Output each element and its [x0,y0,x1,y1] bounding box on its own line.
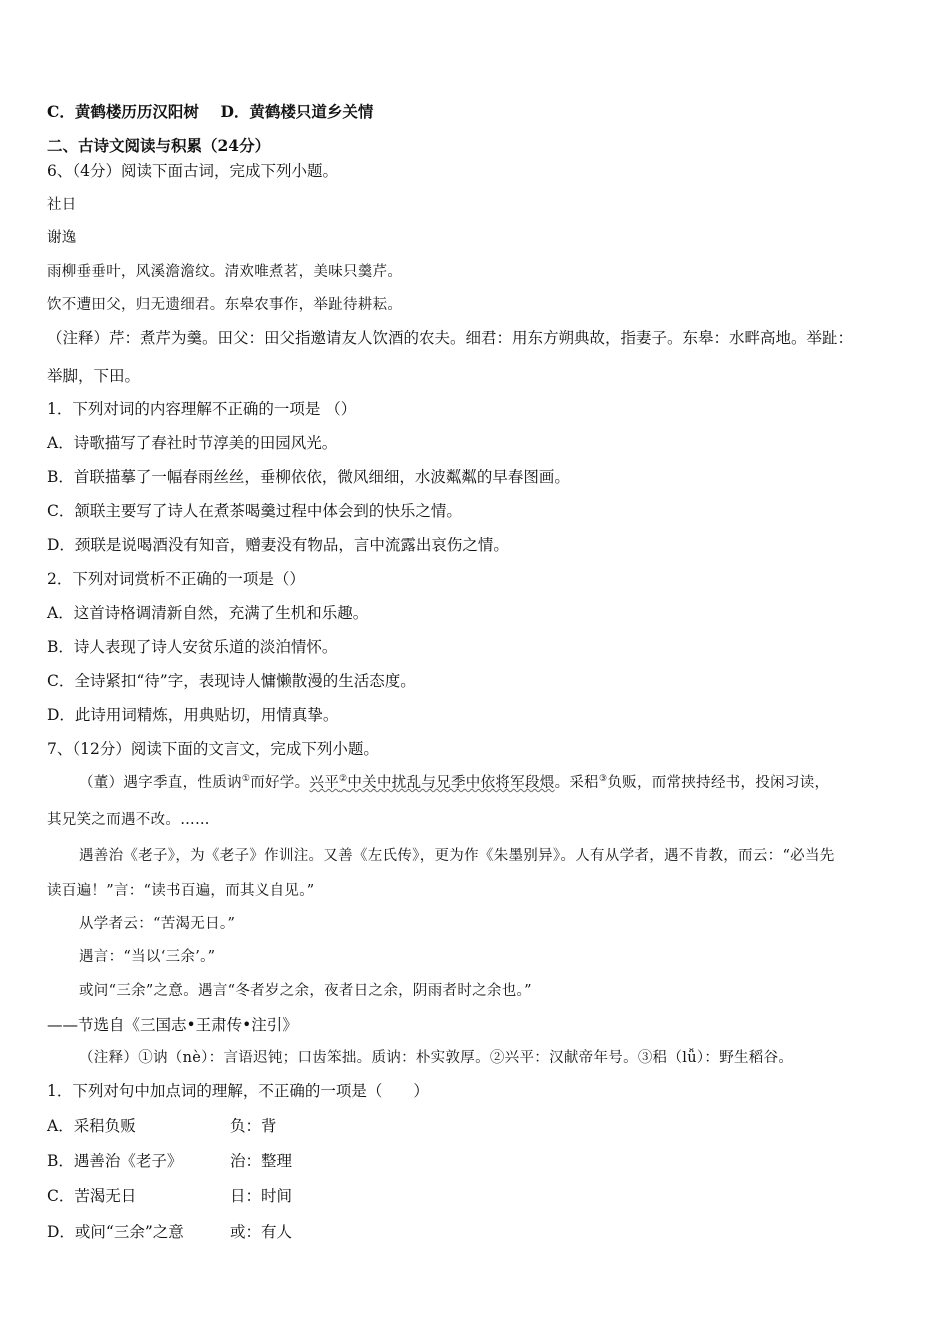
option-gloss: 日：时间 [230,1187,293,1205]
option-c: C．黄鹤楼历历汉阳树 [47,102,199,121]
q6-sub1-option-d: D．颈联是说喝酒没有知音，赠妻没有物品，言中流露出哀伤之情。 [47,536,509,554]
passage-text: 而好学。 [250,775,310,791]
passage-paragraph-1-cont: 其兄笑之而遇不改。…… [47,812,210,828]
q6-sub1-option-a: A．诗歌描写了春社时节淳美的田园风光。 [47,434,338,452]
option-phrase: C．苦渴无日 [47,1187,137,1205]
option-phrase: D．或问“三余”之意 [47,1223,184,1241]
q6-sub2-option-d: D．此诗用词精炼，用典贴切，用情真挚。 [47,706,339,724]
passage-paragraph-1 [79,773,829,793]
passage-paragraph-4: 遇言：“当以‘三余’。” [79,949,216,965]
q7-prompt: 7、（12分）阅读下面的文言文，完成下列小题。 [47,740,379,758]
footnote-mark-3: ③ [598,774,608,785]
q7-sub1-option-c [47,1186,292,1206]
passage-source: ——节选自《三国志•王肃传•注引》 [47,1016,298,1034]
footnote-mark-1: ① [241,774,251,785]
poem-line-1: 雨柳垂垂叶，风溪澹澹纹。清欢唯煮茗，美味只羹芹。 [47,264,403,280]
poem-note-line-1: （注释）芹：煮芹为羹。田父：田父指邀请友人饮酒的农夫。细君：用东方朔典故，指妻子。东皋：水畔高地。举趾： [47,329,854,347]
option-gloss: 或：有人 [230,1223,293,1241]
poem-line-2: 饮不遭田父，归无遗细君。东皋农事作，举趾待耕耘。 [47,297,403,313]
q7-sub1-option-b [47,1151,292,1171]
q7-sub1-stem: 1．下列对句中加点词的理解，不正确的一项是（ ） [47,1082,429,1100]
passage-paragraph-2: 遇善治《老子》，为《老子》作训注。又善《左氏传》，更为作《朱墨别异》。人有从学者，遇不肯教，而云：“必当先 [79,848,835,864]
passage-text: 中关中扰乱与兄季中依将军段煨 [347,775,555,791]
passage-paragraph-3: 从学者云：“苦渴无日。” [79,916,236,932]
q7-sub1-option-a [47,1116,277,1136]
passage-paragraph-2-cont: 读百遍！”言：“读书百遍，而其义自见。” [47,883,315,899]
option-gloss: 治：整理 [230,1152,293,1170]
q6-sub2-stem: 2．下列对词赏析不正确的一项是（） [47,570,305,588]
q6-sub1-option-c: C．颔联主要写了诗人在煮茶喝羹过程中体会到的快乐之情。 [47,502,462,520]
passage-note: （注释）①讷（nè）：言语迟钝；口齿笨拙。质讷：朴实敦厚。②兴平：汉献帝年号。③稆（lǚ）：野生稻谷。 [79,1050,794,1066]
passage-text: （董）遇字季直，性质讷 [79,775,242,791]
q6-sub2-option-c: C．全诗紧扣“待”字，表现诗人慵懒散漫的生活态度。 [47,672,416,690]
q6-sub2-option-b: B．诗人表现了诗人安贫乐道的淡泊情怀。 [47,638,338,656]
previous-question-options [47,102,373,122]
passage-text: 兴平 [309,775,339,791]
passage-paragraph-5: 或问“三余”之意。遇言“冬者岁之余，夜者日之余，阴雨者时之余也。” [79,983,532,999]
option-gloss: 负：背 [230,1117,277,1135]
option-phrase: B．遇善治《老子》 [47,1152,183,1170]
underlined-sentence [309,775,554,791]
footnote-mark-2: ② [339,774,348,785]
q6-sub1-option-b: B．首联描摹了一幅春雨丝丝，垂柳依依，微风细细，水波粼粼的早春图画。 [47,468,570,486]
poem-note-line-2: 举脚，下田。 [47,367,141,385]
passage-text: 负贩，而常挟持经书，投闲习读， [607,775,830,791]
option-phrase: A．采稆负贩 [47,1117,136,1135]
option-d: D．黄鹤楼只道乡关情 [220,102,374,121]
q6-sub2-option-a: A．这首诗格调清新自然，充满了生机和乐趣。 [47,604,369,622]
q6-prompt: 6、（4分）阅读下面古词，完成下列小题。 [47,162,338,180]
section-heading: 二、古诗文阅读与积累（24分） [47,136,271,155]
q7-sub1-option-d [47,1222,292,1242]
poem-title: 社日 [47,197,77,213]
passage-text: 。采稆 [554,775,599,791]
poem-author: 谢逸 [47,230,77,246]
q6-sub1-stem: 1．下列对词的内容理解不正确的一项是 （） [47,400,357,418]
